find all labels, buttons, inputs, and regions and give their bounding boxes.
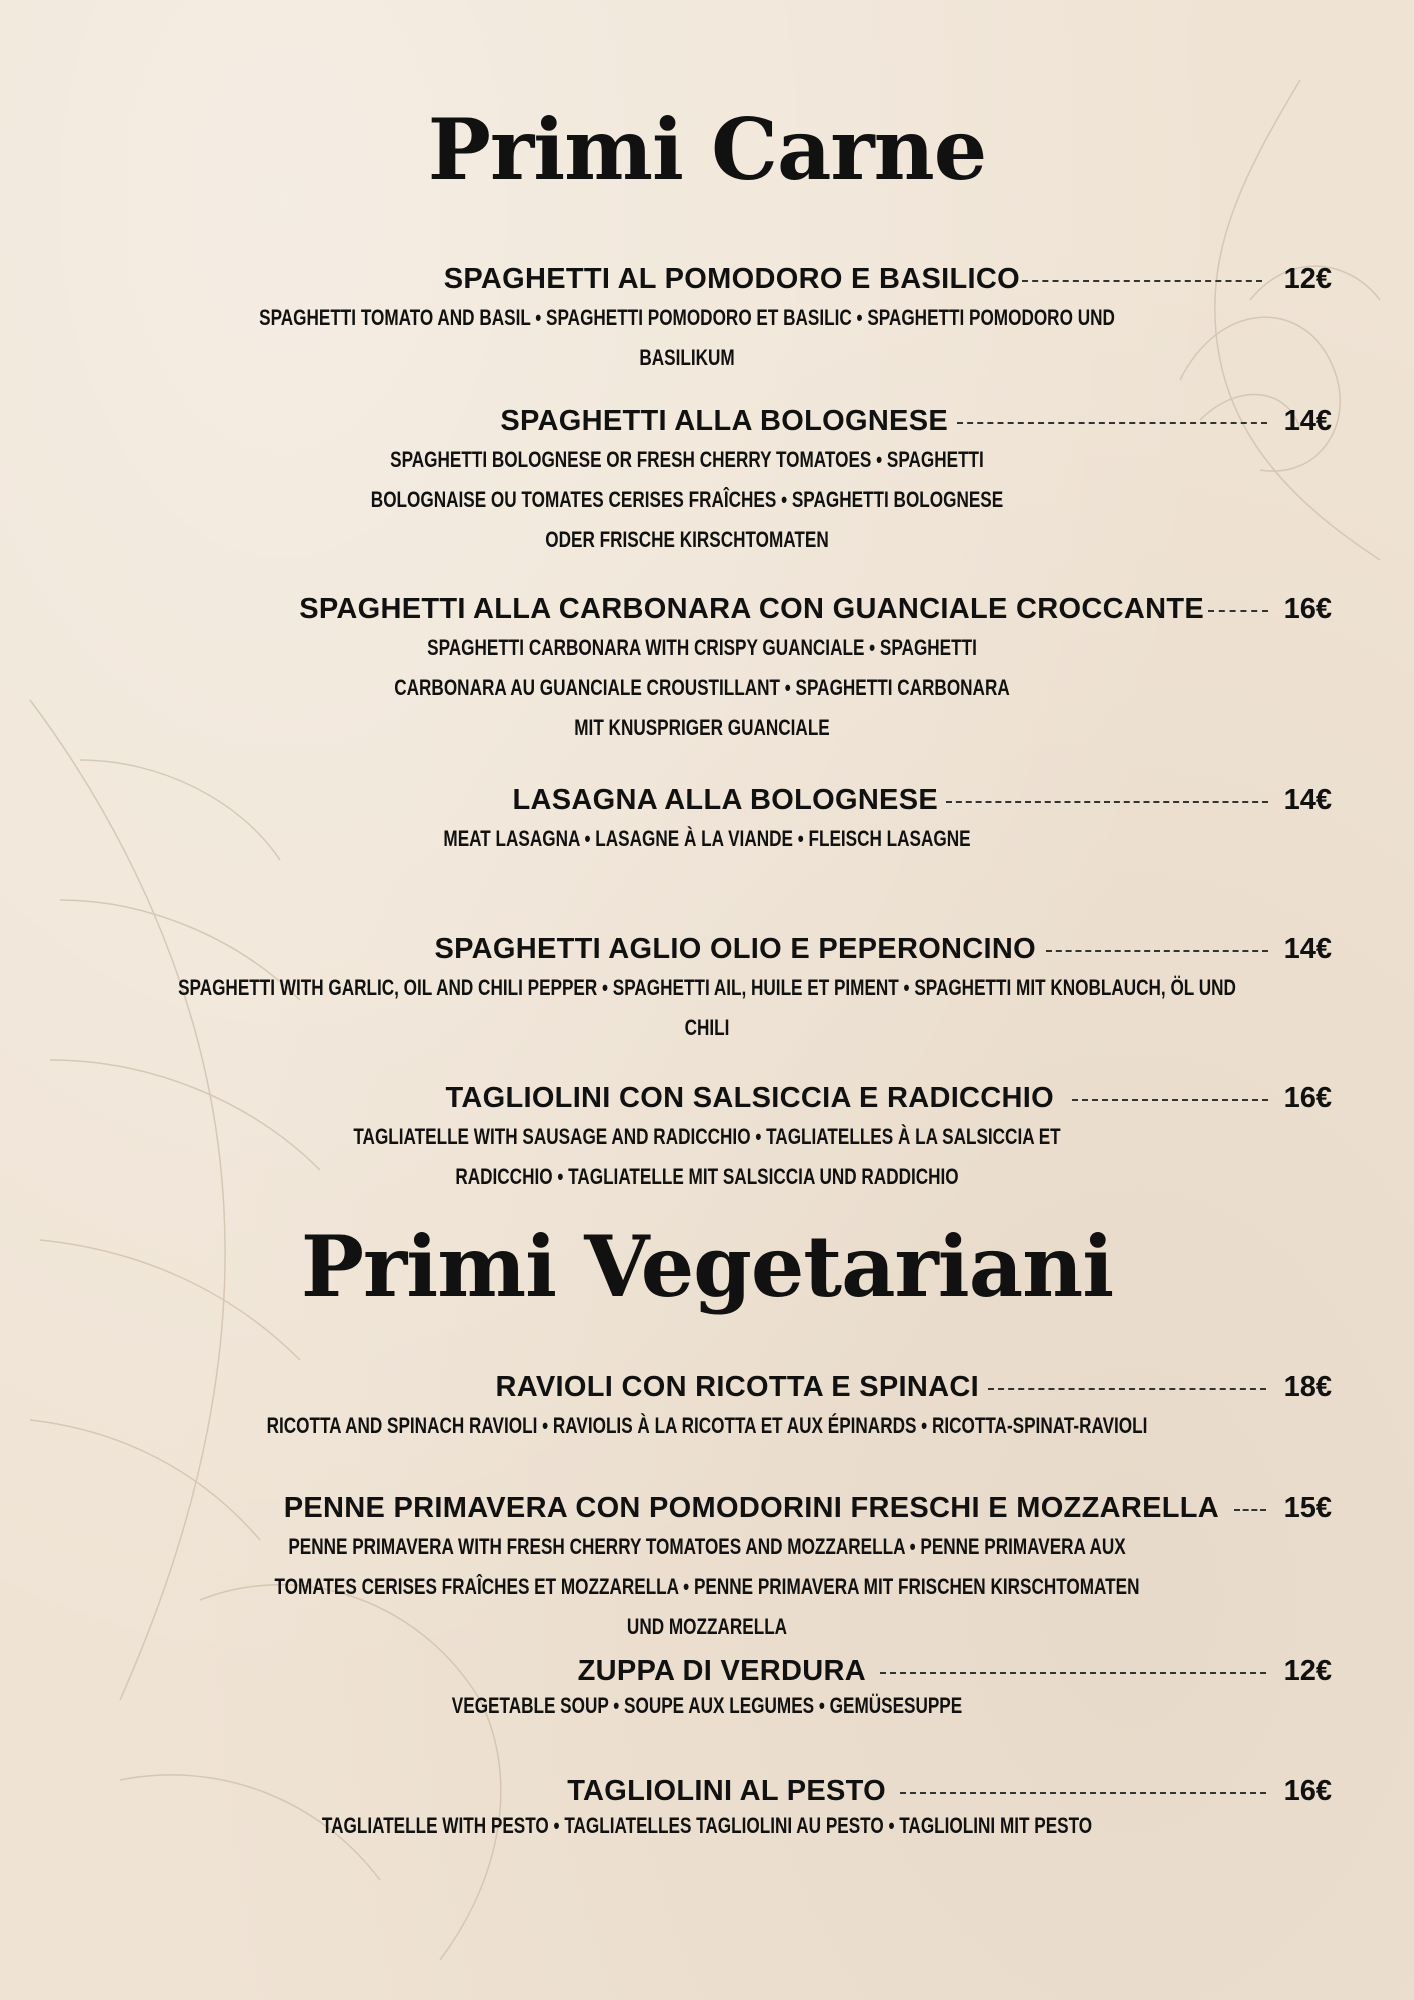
dish-price: 12€ bbox=[1283, 1655, 1332, 1687]
dish-name: SPAGHETTI AGLIO OLIO E PEPERONCINO bbox=[434, 932, 1036, 965]
dish-name: SPAGHETTI ALLA BOLOGNESE bbox=[500, 404, 948, 437]
dish-name: TAGLIOLINI CON SALSICCIA E RADICCHIO bbox=[445, 1081, 1054, 1114]
dotted-leader bbox=[900, 1792, 1266, 1794]
dish-name: SPAGHETTI ALLA CARBONARA CON GUANCIALE CROCCANTE bbox=[299, 592, 1204, 625]
dish-price: 16€ bbox=[1283, 1775, 1332, 1807]
dish-name: LASAGNA ALLA BOLOGNESE bbox=[512, 783, 938, 816]
dish-description: VEGETABLE SOUP • SOUPE AUX LEGUMES • GEMÜSESUPPE bbox=[451, 1693, 963, 1718]
dish-price: 12€ bbox=[1283, 263, 1332, 295]
dish-description: RICOTTA AND SPINACH RAVIOLI • RAVIOLIS À LA RICOTTA ET AUX ÉPINARDS • RICOTTA-SPINAT-RAVIOLI bbox=[266, 1413, 1148, 1438]
dish-name: PENNE PRIMAVERA CON POMODORINI FRESCHI E MOZZARELLA bbox=[283, 1491, 1219, 1524]
dotted-leader bbox=[1022, 280, 1262, 282]
dish-price: 16€ bbox=[1283, 593, 1332, 625]
dish-price: 14€ bbox=[1283, 933, 1332, 965]
dish-description: TAGLIATELLE WITH PESTO • TAGLIATELLES TAGLIOLINI AU PESTO • TAGLIOLINI MIT PESTO bbox=[321, 1813, 1093, 1838]
dish-price: 16€ bbox=[1283, 1082, 1332, 1114]
dotted-leader bbox=[880, 1672, 1266, 1674]
dish-description: SPAGHETTI BOLOGNESE OR FRESH CHERRY TOMATOES • SPAGHETTI BOLOGNAISE OU TOMATES CERISES FRAÎCHES • SPAGHETTI BOLOGNESE ODER FRISCHE KIRSCHTOMATEN bbox=[370, 447, 1004, 552]
dotted-leader bbox=[1208, 610, 1268, 612]
dotted-leader bbox=[988, 1388, 1266, 1390]
dish-name: TAGLIOLINI AL PESTO bbox=[567, 1774, 886, 1807]
dish-name: SPAGHETTI AL POMODORO E BASILICO bbox=[443, 262, 1020, 295]
dish-name: RAVIOLI CON RICOTTA E SPINACI bbox=[495, 1370, 979, 1403]
section-title-primi-vegetariani: Primi Vegetariani bbox=[300, 1217, 1114, 1316]
dotted-leader bbox=[1072, 1099, 1268, 1101]
dish-description: PENNE PRIMAVERA WITH FRESH CHERRY TOMATOES AND MOZZARELLA • PENNE PRIMAVERA AUX TOMATES CERISES FRAÎCHES ET MOZZARELLA • PENNE PRIMAVERA MIT FRISCHEN KIRSCHTOMATEN UND MOZZARELLA bbox=[274, 1534, 1140, 1639]
dotted-leader bbox=[946, 801, 1268, 803]
dotted-leader bbox=[1234, 1509, 1266, 1511]
dish-price: 18€ bbox=[1283, 1371, 1332, 1403]
dotted-leader bbox=[1046, 950, 1268, 952]
dish-price: 14€ bbox=[1283, 784, 1332, 816]
dish-price: 14€ bbox=[1283, 405, 1332, 437]
dish-description: SPAGHETTI TOMATO AND BASIL • SPAGHETTI POMODORO ET BASILIC • SPAGHETTI POMODORO UND BASILIKUM bbox=[259, 305, 1115, 370]
dotted-leader bbox=[957, 422, 1267, 424]
dish-description: MEAT LASAGNA • LASAGNE À LA VIANDE • FLEISCH LASAGNE bbox=[443, 826, 971, 851]
dish-description: TAGLIATELLE WITH SAUSAGE AND RADICCHIO • TAGLIATELLES À LA SALSICCIA ET RADICCHIO • TAGLIATELLE MIT SALSICCIA UND RADDICHIO bbox=[353, 1124, 1061, 1189]
dish-name: ZUPPA DI VERDURA bbox=[577, 1654, 866, 1687]
dish-description: SPAGHETTI CARBONARA WITH CRISPY GUANCIALE • SPAGHETTI CARBONARA AU GUANCIALE CROUSTILLANT • SPAGHETTI CARBONARA MIT KNUSPRIGER GUANCIALE bbox=[394, 635, 1010, 740]
dish-description: SPAGHETTI WITH GARLIC, OIL AND CHILI PEPPER • SPAGHETTI AIL, HUILE ET PIMENT • SPAGHETTI MIT KNOBLAUCH, ÖL UND CHILI bbox=[178, 975, 1236, 1040]
dish-price: 15€ bbox=[1283, 1492, 1332, 1524]
section-title-primi-carne: Primi Carne bbox=[427, 100, 987, 199]
